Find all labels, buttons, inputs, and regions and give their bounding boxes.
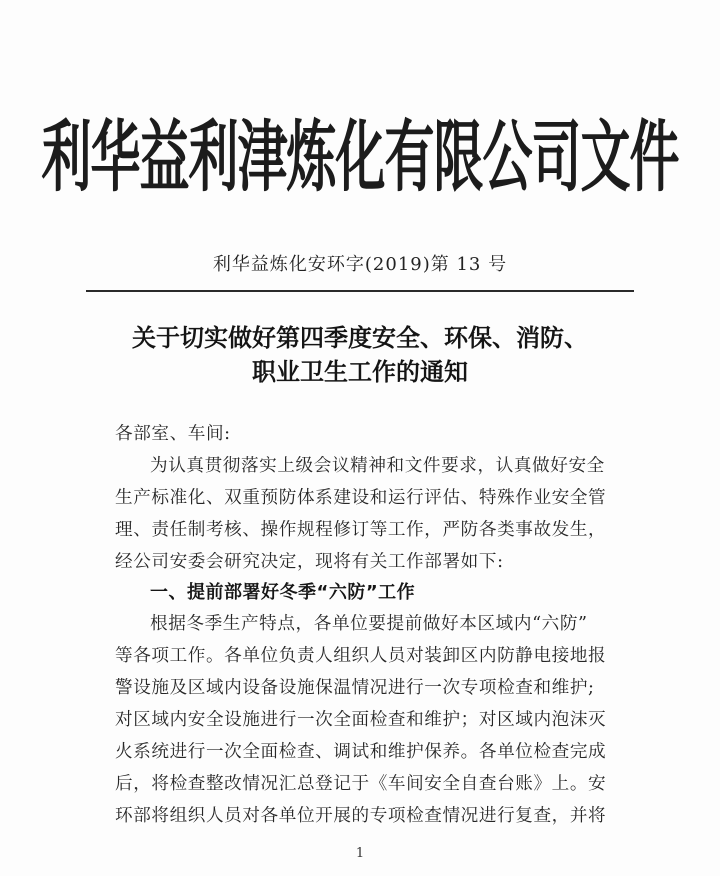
notice-title-line-1: 关于切实做好第四季度安全、环保、消防、 [132, 324, 588, 352]
notice-title-line-2: 职业卫生工作的通知 [252, 358, 468, 386]
section-1-line: 根据冬季生产特点，各单位要提前做好本区域内“六防” [150, 614, 588, 634]
section-1-line: 后，将检查整改情况汇总登记于《车间安全自查台账》上。安 [115, 774, 607, 794]
salutation: 各部室、车间: [115, 424, 231, 444]
section-1-line: 环部将组织人员对各单位开展的专项检查情况进行复查，并将 [115, 806, 607, 826]
section-1-line: 警设施及区域内设备设施保温情况进行一次专项检查和维护; [115, 678, 595, 698]
section-1-line: 火系统进行一次全面检查、调试和维护保养。各单位检查完成 [115, 742, 607, 762]
intro-line: 生产标准化、双重预防体系建设和运行评估、特殊作业安全管 [115, 488, 607, 508]
intro-line: 经公司安委会研究决定，现将有关工作部署如下: [115, 552, 504, 572]
intro-line: 理、责任制考核、操作规程修订等工作，严防各类事故发生， [115, 520, 607, 540]
section-1-line: 对区域内安全设施进行一次全面检查和维护；对区域内泡沫灭 [115, 710, 607, 730]
intro-line: 为认真贯彻落实上级会议精神和文件要求，认真做好安全 [150, 456, 605, 476]
page-number: 1 [355, 846, 365, 861]
section-1-line: 等各项工作。各单位负责人组织人员对装卸区内防静电接地报 [115, 646, 607, 666]
letterhead-title: 利华益利津炼化有限公司文件 [41, 112, 679, 203]
letterhead [41, 96, 679, 206]
header-divider [86, 290, 634, 292]
section-1-heading: 一、提前部署好冬季“六防”工作 [150, 582, 416, 603]
document-number: 利华益炼化安环字(2019)第 13 号 [212, 254, 508, 275]
